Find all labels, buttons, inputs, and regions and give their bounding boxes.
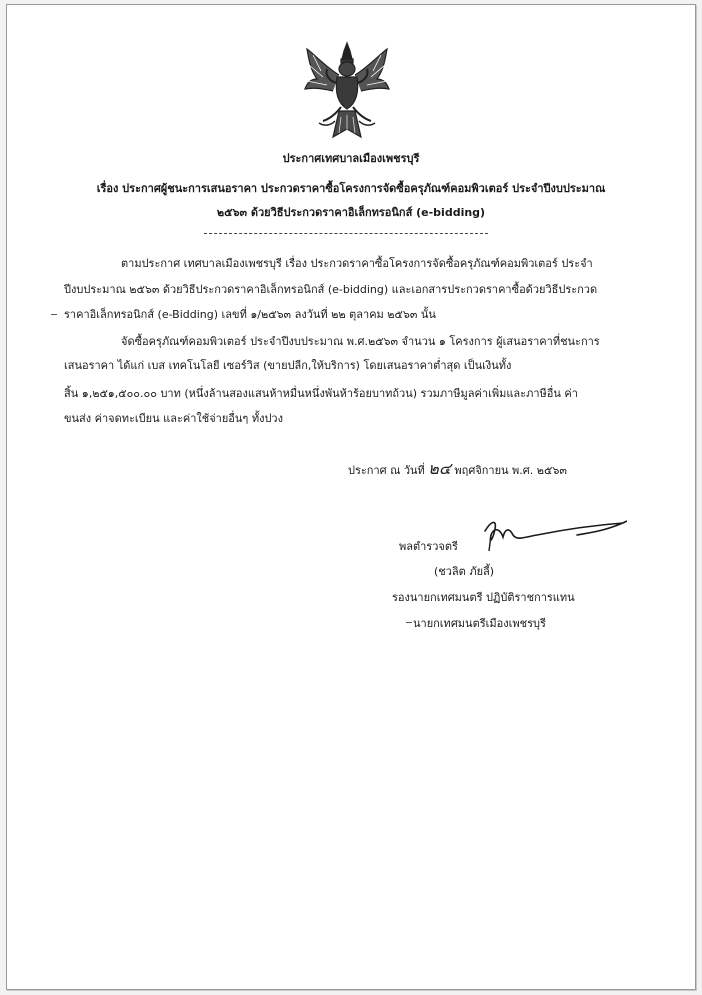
body-line-5: เสนอราคา ได้แก่ เบส เทคโนโลยี เซอร์วิส (ขายปลีก,ให้บริการ) โดยเสนอราคาต่ำสุด เป็นเงินทั้ง [64, 359, 512, 372]
subject-line-2: ๒๕๖๓ ด้วยวิธีประกวดราคาอิเล็กทรอนิกส์ (e-bidding) [216, 206, 486, 219]
body-line-6: สิ้น ๑,๒๕๑,๕๐๐.๐๐ บาท (หนึ่งล้านสองแสนห้าหมื่นหนึ่งพันห้าร้อยบาทถ้วน) รวมภาษีมูลค่าเพิ่มและภาษีอื่น ค่า [64, 387, 578, 400]
date-day-handwritten: ๒๔ [428, 459, 451, 478]
body-line-4: จัดซื้อครุภัณฑ์คอมพิวเตอร์ ประจำปีงบประมาณ พ.ศ.๒๕๖๓ จำนวน ๑ โครงการ ผู้เสนอราคาที่ชนะการ [121, 335, 600, 348]
handwritten-signature [477, 511, 627, 553]
body-line-7: ขนส่ง ค่าจดทะเบียน และค่าใช้จ่ายอื่นๆ ทั้งปวง [64, 412, 283, 425]
signer-position-1: รองนายกเทศมนตรี ปฏิบัติราชการแทน [392, 591, 575, 604]
signer-rank: พลตำรวจตรี [399, 540, 458, 553]
authority-title: ประกาศเทศบาลเมืองเพชรบุรี [282, 152, 420, 165]
body-line-2: ปีงบประมาณ ๒๕๖๓ ด้วยวิธีประกวดราคาอิเล็กทรอนิกส์ (e-bidding) และเอกสารประกวดราคาซื้อด้วยวิธีประกวด [64, 283, 598, 296]
date-line [348, 457, 567, 482]
margin-mark-2 [406, 622, 412, 623]
margin-mark [51, 314, 57, 315]
garuda-emblem [301, 41, 393, 143]
date-month-year: พฤศจิกายน พ.ศ. ๒๕๖๓ [454, 464, 567, 477]
date-prefix: ประกาศ ณ วันที่ [348, 464, 425, 477]
body-line-1: ตามประกาศ เทศบาลเมืองเพชรบุรี เรื่อง ประกวดราคาซื้อโครงการจัดซื้อครุภัณฑ์คอมพิวเตอร์ ประจำ [121, 257, 593, 270]
signer-name: (ชวลิต ภัยลี้) [434, 565, 495, 578]
subject-line-1: เรื่อง ประกาศผู้ชนะการเสนอราคา ประกวดราคาซื้อโครงการจัดซื้อครุภัณฑ์คอมพิวเตอร์ ประจำปีงบประมาณ [96, 182, 606, 195]
signer-position-2: นายกเทศมนตรีเมืองเพชรบุรี [413, 617, 546, 630]
header-divider [204, 233, 488, 234]
body-line-3: ราคาอิเล็กทรอนิกส์ (e-Bidding) เลขที่ ๑/๒๕๖๓ ลงวันที่ ๒๒ ตุลาคม ๒๕๖๓ นั้น [64, 308, 436, 321]
document-page [6, 4, 696, 990]
